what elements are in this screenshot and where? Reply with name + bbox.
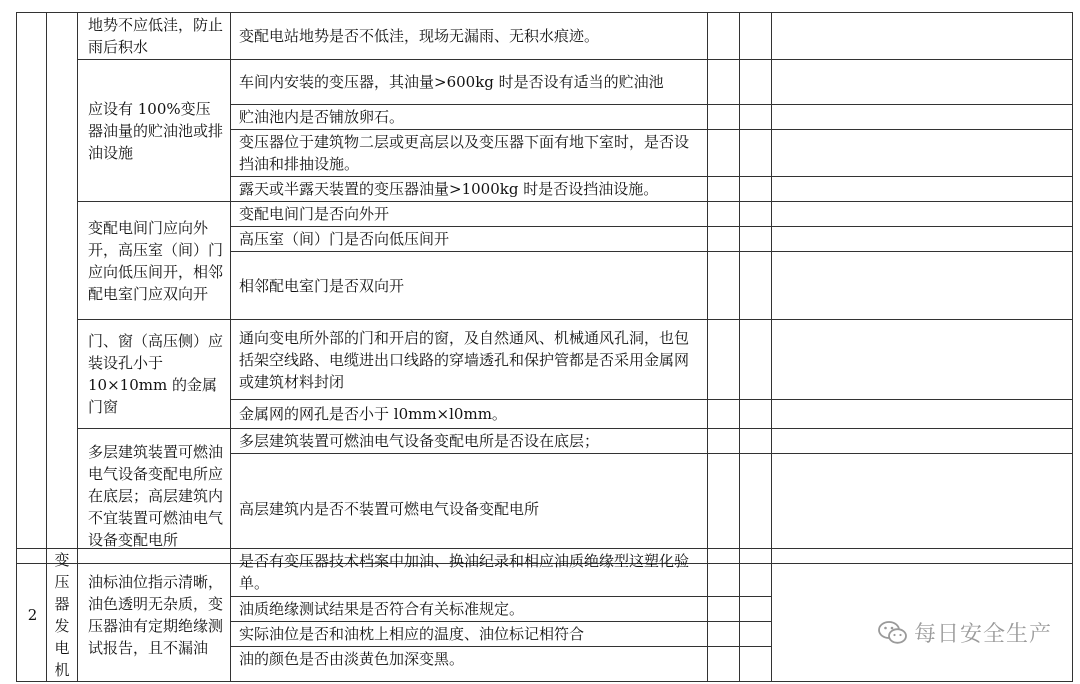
remark-cell[interactable] xyxy=(772,227,1073,252)
check-item-cell: 露天或半露天装置的变压器油量>1000kg 时是否设挡油设施。 xyxy=(231,177,708,202)
wechat-icon xyxy=(878,620,908,646)
requirement-cell: 地势不应低洼，防止雨后积水 xyxy=(78,13,231,60)
check-box-cell[interactable] xyxy=(708,177,740,202)
remark-cell[interactable] xyxy=(772,429,1073,454)
check-box-cell[interactable] xyxy=(740,252,772,320)
check-box-cell[interactable] xyxy=(708,647,740,682)
inspection-table xyxy=(16,12,1073,564)
check-box-cell[interactable] xyxy=(708,202,740,227)
check-item-cell: 变压器位于建筑物二层或更高层以及变压器下面有地下室时，是否设挡油和排抽设施。 xyxy=(231,130,708,177)
remark-cell[interactable] xyxy=(772,13,1073,60)
check-item-cell: 高层建筑内是否不装置可燃电气设备变配电所 xyxy=(231,454,708,564)
check-box-cell[interactable] xyxy=(740,596,772,621)
inspection-table-section-2 xyxy=(16,548,1073,682)
category-label: 变压器发电机 xyxy=(47,549,78,682)
check-box-cell[interactable] xyxy=(708,227,740,252)
remark-cell[interactable] xyxy=(772,252,1073,320)
check-box-cell[interactable] xyxy=(708,596,740,621)
check-box-cell[interactable] xyxy=(708,622,740,647)
remark-cell[interactable] xyxy=(772,202,1073,227)
check-box-cell[interactable] xyxy=(740,320,772,400)
table-row xyxy=(17,202,1073,227)
check-box-cell[interactable] xyxy=(708,400,740,429)
check-box-cell[interactable] xyxy=(708,320,740,400)
remark-cell[interactable] xyxy=(772,60,1073,105)
requirement-cell: 门、窗（高压侧）应装设孔小于 10×10mm 的金属门窗 xyxy=(78,320,231,429)
remark-cell[interactable] xyxy=(772,549,1073,682)
check-box-cell[interactable] xyxy=(740,454,772,564)
check-item-cell: 相邻配电室门是否双向开 xyxy=(231,252,708,320)
table-row xyxy=(17,549,1073,597)
check-item-cell: 油的颜色是否由淡黄色加深变黑。 xyxy=(231,647,708,682)
check-item-cell: 贮油池内是否铺放卵石。 xyxy=(231,105,708,130)
remark-cell[interactable] xyxy=(772,454,1073,564)
check-box-cell[interactable] xyxy=(708,60,740,105)
check-item-cell: 多层建筑装置可燃油电气设备变配电所是否设在底层； xyxy=(231,429,708,454)
check-box-cell[interactable] xyxy=(708,252,740,320)
watermark xyxy=(878,617,1052,648)
table-row xyxy=(17,320,1073,400)
check-box-cell[interactable] xyxy=(740,647,772,682)
check-item-cell: 是否有变压器技术档案中加油、换油纪录和相应油质绝缘型这塑化验单。 xyxy=(231,549,708,597)
category-cell-empty xyxy=(47,13,78,564)
index-cell-empty xyxy=(17,13,47,564)
check-box-cell[interactable] xyxy=(740,549,772,597)
check-item-cell: 金属网的网孔是否小于 l0mm×l0mm。 xyxy=(231,400,708,429)
check-box-cell[interactable] xyxy=(740,400,772,429)
row-index: 2 xyxy=(17,549,47,682)
check-box-cell[interactable] xyxy=(708,105,740,130)
check-item-cell: 高压室（间）门是否向低压间开 xyxy=(231,227,708,252)
check-box-cell[interactable] xyxy=(740,130,772,177)
remark-cell[interactable] xyxy=(772,105,1073,130)
table-row xyxy=(17,13,1073,60)
watermark-text: 每日安全生产 xyxy=(913,622,1052,647)
check-box-cell[interactable] xyxy=(708,13,740,60)
table-row xyxy=(17,60,1073,105)
requirement-cell: 油标油位指示清晰，油色透明无杂质，变压器油有定期绝缘测试报告，且不漏油 xyxy=(78,549,231,682)
check-item-cell: 油质绝缘测试结果是否符合有关标准规定。 xyxy=(231,596,708,621)
check-item-cell: 通向变电所外部的门和开启的窗，及自然通风、机械通风孔洞，也包括架空线路、电缆进出口线路的穿墙透孔和保护管都是否采用金属网或建筑材料封闭 xyxy=(231,320,708,400)
requirement-cell: 多层建筑装置可燃油电气设备变配电所应在底层；高层建筑内不宜装置可燃油电气设备变配电所 xyxy=(78,429,231,564)
check-box-cell[interactable] xyxy=(740,105,772,130)
check-item-cell: 车间内安装的变压器，其油量>600kg 时是否设有适当的贮油池 xyxy=(231,60,708,105)
check-box-cell[interactable] xyxy=(740,622,772,647)
remark-cell[interactable] xyxy=(772,320,1073,400)
requirement-cell: 应设有 100%变压器油量的贮油池或排油设施 xyxy=(78,60,231,202)
check-box-cell[interactable] xyxy=(708,429,740,454)
check-box-cell[interactable] xyxy=(740,13,772,60)
table-row xyxy=(17,429,1073,454)
remark-cell[interactable] xyxy=(772,400,1073,429)
check-box-cell[interactable] xyxy=(708,130,740,177)
check-box-cell[interactable] xyxy=(740,60,772,105)
check-box-cell[interactable] xyxy=(708,549,740,597)
check-item-cell: 实际油位是否和油枕上相应的温度、油位标记相符合 xyxy=(231,622,708,647)
remark-cell[interactable] xyxy=(772,177,1073,202)
check-box-cell[interactable] xyxy=(740,177,772,202)
remark-cell[interactable] xyxy=(772,130,1073,177)
check-box-cell[interactable] xyxy=(740,227,772,252)
check-item-cell: 变配电间门是否向外开 xyxy=(231,202,708,227)
check-item-cell: 变配电站地势是否不低洼，现场无漏雨、无积水痕迹。 xyxy=(231,13,708,60)
requirement-cell: 变配电间门应向外开，高压室（间）门应向低压间开，相邻配电室门应双向开 xyxy=(78,202,231,320)
check-box-cell[interactable] xyxy=(740,429,772,454)
check-box-cell[interactable] xyxy=(708,454,740,564)
check-box-cell[interactable] xyxy=(740,202,772,227)
